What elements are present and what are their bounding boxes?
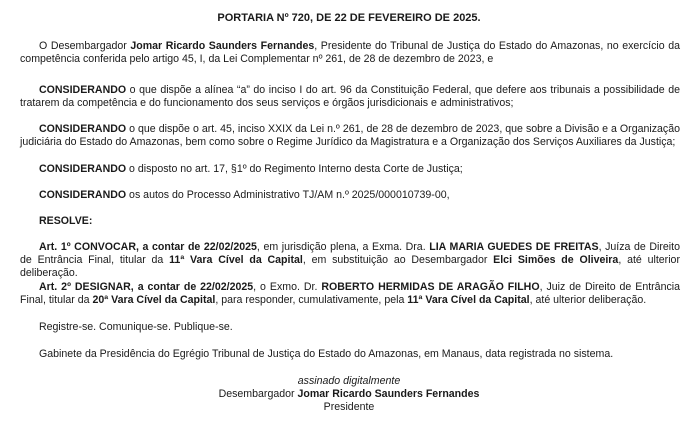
document-title: PORTARIA Nº 720, DE 22 DE FEVEREIRO DE 2025.: [217, 12, 481, 24]
considerando-paragraph-4: CONSIDERANDO os autos do Processo Administrativo TJ/AM n.º 2025/000010739-00,: [39, 189, 450, 201]
considerando-paragraph-1: CONSIDERANDO o que dispõe a alínea “a” do inciso I do art. 96 da Constituição Federal, que defere aos tribunais a possibilidade de tratarem da competência e do funcionamento dos seus serviços e órgãos jurisdicionais e administrativos;: [20, 84, 680, 110]
considerando-paragraph-3: CONSIDERANDO o disposto no art. 17, §1º do Regimento Interno desta Corte de Justiça;: [39, 163, 463, 175]
considerando-paragraph-2: CONSIDERANDO o que dispõe o art. 45, inciso XXIX da Lei n.º 261, de 28 de dezembro de 2023, que sobre a Divisão e a Organização judiciária do Estado do Amazonas, bem como sobre o Regime Jurídico da Magistratura e a Organização dos Serviços Auxiliares da Justiça;: [20, 123, 680, 149]
gabinete-paragraph: Gabinete da Presidência do Egrégio Tribunal de Justiça do Estado do Amazonas, em Manaus, data registrada no sistema.: [39, 348, 614, 360]
signature-name: Desembargador Jomar Ricardo Saunders Fernandes: [218, 388, 480, 400]
preamble-name: Jomar Ricardo Saunders Fernandes: [130, 40, 315, 52]
resolve-heading: RESOLVE:: [39, 215, 93, 227]
preamble-paragraph: O Desembargador Jomar Ricardo Saunders Fernandes, Presidente do Tribunal de Justiça do Estado do Amazonas, no exercício da competência conferida pelo artigo 45, I, da Lei Complementar nº 261, de 28 de dezembro de 2023, e: [20, 40, 680, 66]
signature-note: assinado digitalmente: [297, 375, 401, 387]
art1-paragraph: Art. 1º CONVOCAR, a contar de 22/02/2025, em jurisdição plena, a Exma. Dra. LIA MARIA GUEDES DE FREITAS, Juíza de Direito de Entrância Final, titular da 11ª Vara Cível da Capital, em substituição ao Desembargador Elci Simões de Oliveira, até ulterior deliberação.: [20, 241, 680, 280]
signature-role: Presidente: [323, 401, 375, 413]
art2-paragraph: Art. 2º DESIGNAR, a contar de 22/02/2025, o Exmo. Dr. ROBERTO HERMIDAS DE ARAGÃO FILHO, Juiz de Direito de Entrância Final, titular da 20ª Vara Cível da Capital, para responder, cumulativamente, pela 11ª Vara Cível da Capital, até ulterior deliberação.: [20, 281, 681, 307]
registre-paragraph: Registre-se. Comunique-se. Publique-se.: [39, 321, 233, 333]
